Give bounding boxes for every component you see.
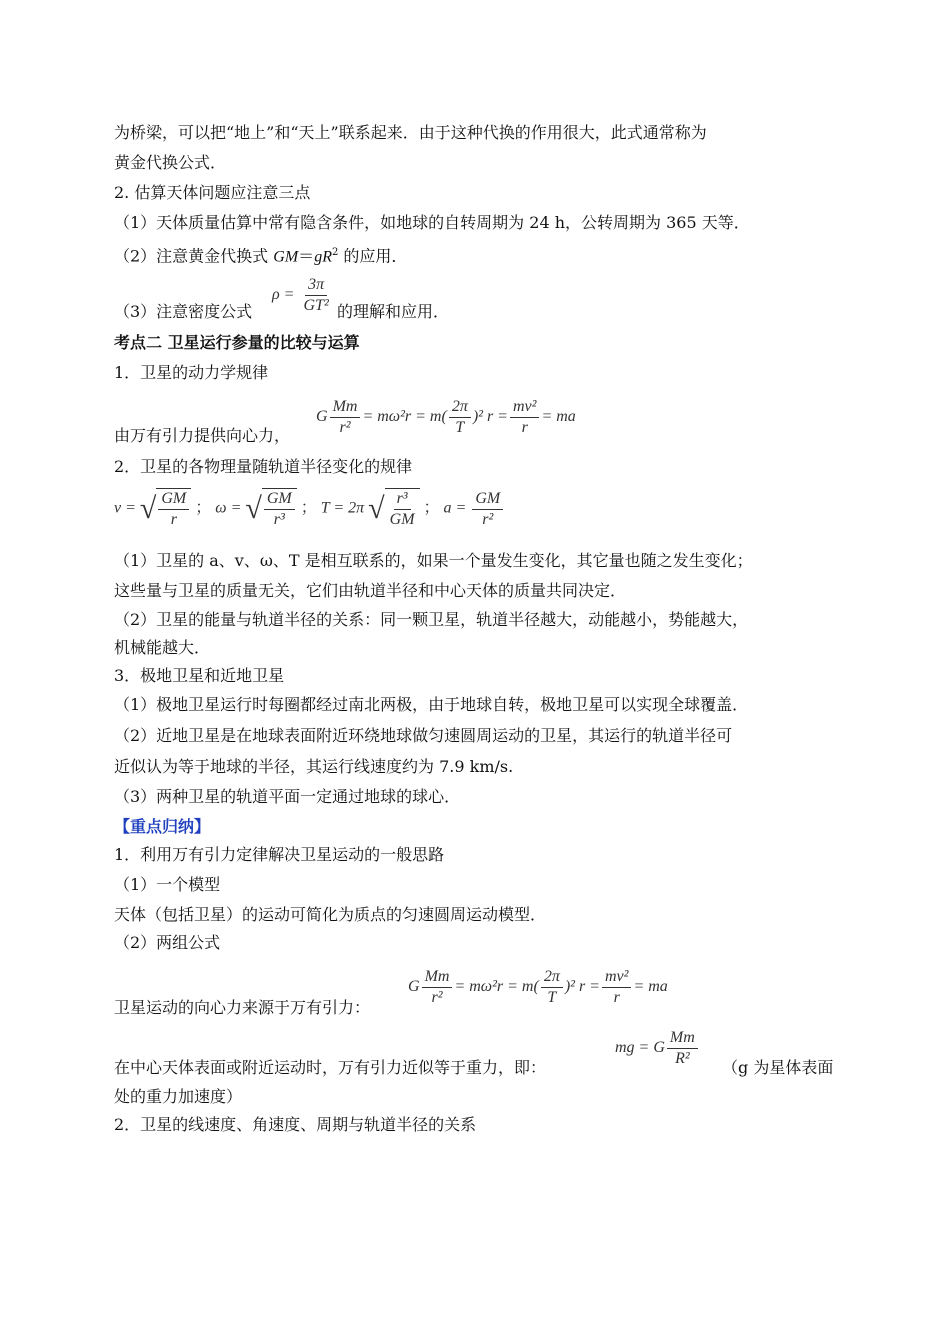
fraction — [264, 489, 295, 530]
radical-icon: √ — [245, 492, 262, 525]
formula-part: = mω²r = m( — [362, 408, 447, 426]
denominator: r — [613, 989, 620, 1006]
denominator: r — [170, 511, 177, 528]
formula-part: = mω²r = m( — [454, 978, 539, 996]
text-line: （2）近地卫星是在地球表面附近环绕地球做匀速圆周运动的卫星，其运行的轨道半径可 — [114, 726, 733, 745]
math-var: GM — [273, 248, 299, 266]
numerator: Mm — [330, 397, 361, 418]
text-line: 黄金代换公式． — [114, 153, 227, 172]
text-line: 2．卫星的各物理量随轨道半径变化的规律 — [114, 457, 413, 476]
fraction — [330, 397, 361, 438]
denominator: r² — [431, 989, 443, 1006]
text-span: ＝ — [298, 246, 315, 266]
fraction — [387, 489, 418, 530]
text-line: 卫星运动的向心力来源于万有引力： — [114, 998, 371, 1017]
separator: ； — [300, 499, 317, 517]
text-line: （1）一个模型 — [114, 875, 221, 894]
denominator: R² — [675, 1050, 690, 1067]
numerator: 2π — [541, 967, 563, 988]
centripetal-formula — [408, 967, 668, 1008]
text-line: 2. 估算天体问题应注意三点 — [114, 183, 311, 202]
text-line: （3）两种卫星的轨道平面一定通过地球的球心． — [114, 787, 461, 806]
numerator: Mm — [667, 1028, 698, 1049]
fraction — [158, 489, 189, 530]
text-line: 处的重力加速度） — [114, 1087, 243, 1106]
text-line: （1）极地卫星运行时每圈都经过南北两极，由于地球自转，极地卫星可以实现全球覆盖． — [114, 695, 749, 714]
sqrt-body — [385, 488, 420, 530]
denominator: r² — [339, 419, 351, 436]
text-span: （3）注意密度公式 — [114, 302, 253, 321]
numerator: GM — [472, 489, 503, 510]
fraction — [449, 397, 471, 438]
denominator: GM — [389, 511, 415, 528]
separator: ； — [423, 499, 440, 517]
numerator: mv² — [510, 397, 539, 418]
text-line: 1．卫星的动力学规律 — [114, 363, 269, 382]
text-line: 2．卫星的线速度、角速度、周期与轨道半径的关系 — [114, 1115, 477, 1134]
orbit-formulas — [114, 488, 505, 530]
formula-part: v = — [114, 499, 136, 517]
fraction — [602, 967, 631, 1008]
formula-part: )² r = — [564, 978, 600, 996]
density-formula — [272, 275, 334, 316]
text-line: （1）卫星的 a、v、ω、T 是相互联系的，如果一个量发生变化，其它量也随之发生变化； — [114, 551, 753, 570]
sqrt — [368, 488, 419, 530]
fraction — [541, 967, 563, 1008]
sqrt-body — [262, 488, 297, 530]
denominator: r — [521, 419, 528, 436]
formula-part: a = — [443, 499, 467, 517]
numerator: Mm — [422, 967, 453, 988]
text-span: 的应用． — [338, 246, 408, 266]
formula-part: ρ = — [272, 286, 295, 304]
numerator: r³ — [394, 489, 411, 510]
denominator: T — [455, 419, 465, 436]
text-line: （2）两组公式 — [114, 933, 221, 952]
formula-part: T = 2π — [320, 499, 365, 517]
fraction — [422, 967, 453, 1008]
fraction — [667, 1028, 698, 1069]
text-line: （g 为星体表面 — [722, 1058, 834, 1077]
radical-icon: √ — [139, 492, 157, 525]
formula-part: )² r = — [472, 408, 508, 426]
numerator: 2π — [449, 397, 471, 418]
numerator: 3π — [305, 275, 327, 296]
radical-icon: √ — [368, 492, 385, 525]
section-heading: 【重点归纳】 — [114, 817, 211, 836]
dynamics-formula — [316, 397, 576, 438]
text-line: 天体（包括卫星）的运动可简化为质点的匀速圆周运动模型． — [114, 905, 547, 924]
section-heading: 考点二 卫星运行参量的比较与运算 — [114, 333, 360, 352]
text-line: 的理解和应用． — [337, 302, 450, 321]
denominator: r² — [482, 510, 494, 528]
formula-part: mg = G — [615, 1039, 665, 1057]
formula-part: = ma — [633, 978, 668, 996]
text-line: 这些量与卫星的质量无关，它们由轨道半径和中心天体的质量共同决定． — [114, 581, 627, 600]
denominator: GT² — [303, 297, 329, 314]
text-span: （2）注意黄金代换式 — [114, 246, 274, 266]
numerator: GM — [264, 489, 295, 510]
fraction — [510, 397, 539, 438]
denominator: T — [547, 989, 557, 1006]
text-line — [114, 302, 252, 322]
text-line: （1）天体质量估算中常有隐含条件，如地球的自转周期为 24 h，公转周期为 365 天等． — [114, 213, 750, 232]
sqrt — [245, 488, 296, 530]
denominator: r³ — [273, 511, 285, 528]
numerator: mv² — [602, 967, 631, 988]
fraction — [472, 489, 503, 530]
sqrt — [140, 488, 191, 530]
formula-part: G — [316, 408, 328, 426]
gravity-formula — [615, 1028, 700, 1069]
formula-part: ω = — [215, 499, 242, 517]
text-line: 机械能越大． — [114, 638, 211, 657]
text-line: 近似认为等于地球的半径，其运行线速度约为 7.9 km/s. — [114, 757, 514, 776]
formula-part: G — [408, 978, 420, 996]
text-line: 在中心天体表面或附近运动时，万有引力近似等于重力，即： — [114, 1058, 547, 1077]
text-line: 3．极地卫星和近地卫星 — [114, 666, 285, 685]
text-line — [114, 243, 407, 267]
text-line: 由万有引力提供向心力， — [114, 426, 291, 445]
text-line: 为桥梁，可以把“地上”和“天上”联系起来．由于这种代换的作用很大，此式通常称为 — [114, 123, 707, 142]
formula-part: = ma — [541, 408, 576, 426]
fraction — [300, 275, 331, 316]
math-var: gR — [314, 248, 332, 266]
text-line: （2）卫星的能量与轨道半径的关系：同一颗卫星，轨道半径越大，动能越小，势能越大， — [114, 610, 749, 629]
separator: ； — [195, 499, 212, 517]
superscript: 2 — [331, 247, 339, 258]
text-line: 1．利用万有引力定律解决卫星运动的一般思路 — [114, 845, 445, 864]
numerator: GM — [158, 489, 189, 510]
sqrt-body — [156, 488, 191, 530]
